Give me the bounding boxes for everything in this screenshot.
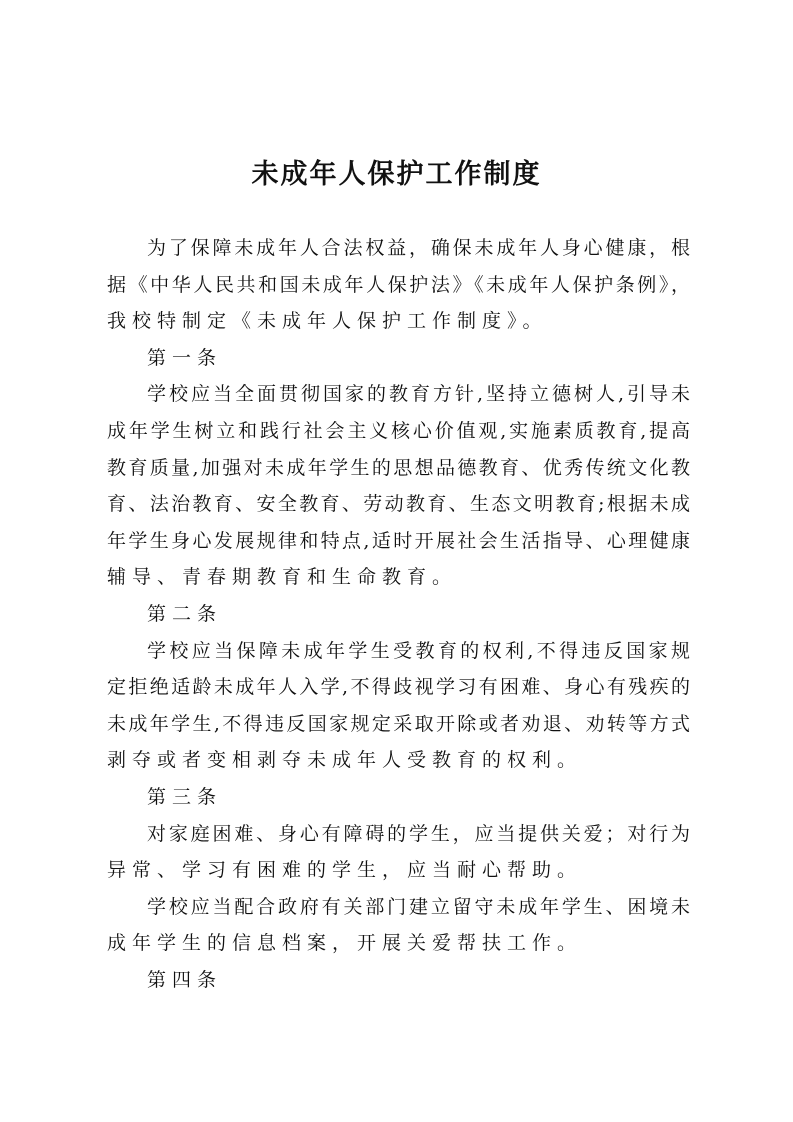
paragraph-line: 为了保障未成年人合法权益，确保未成年人身心健康，根 xyxy=(147,237,690,259)
paragraph-line: 成年学生的信息档案，开展关爱帮扶工作。 xyxy=(107,932,583,955)
paragraph xyxy=(107,230,690,340)
paragraph-line: 学校应当配合政府有关部门建立留守未成年学生、困境未 xyxy=(147,895,690,918)
article-heading: 第一条 xyxy=(147,346,223,369)
paragraph-line: 学校应当全面贯彻国家的教育方针,坚持立德树人,引导未 xyxy=(147,383,690,406)
paragraph-line: 学校应当保障未成年学生受教育的权利,不得违反国家规 xyxy=(147,639,690,662)
paragraph-line: 剥夺或者变相剥夺未成年人受教育的权利。 xyxy=(107,749,583,772)
paragraph-line: 教育质量,加强对未成年学生的思想品德教育、优秀传统文化教 xyxy=(107,456,690,479)
paragraph-line: 辅导、青春期教育和生命教育。 xyxy=(107,566,458,589)
paragraph xyxy=(107,633,690,779)
paragraph xyxy=(107,816,690,889)
paragraph-line: 异常、学习有困难的学生，应当耐心帮助。 xyxy=(107,859,583,882)
paragraph-line: 育、法治教育、安全教育、劳动教育、生态文明教育;根据未成 xyxy=(107,493,690,516)
paragraph-line: 对家庭困难、身心有障碍的学生，应当提供关爱；对行为 xyxy=(147,822,690,845)
paragraph-line: 年学生身心发展规律和特点,适时开展社会生活指导、心理健康 xyxy=(107,529,690,552)
document-body xyxy=(107,230,690,998)
paragraph xyxy=(107,376,690,596)
article-heading: 第二条 xyxy=(147,602,223,625)
paragraph-line: 我校特制定《未成年人保护工作制度》。 xyxy=(107,310,548,333)
article-heading: 第四条 xyxy=(147,968,223,991)
paragraph-line: 定拒绝适龄未成年人入学,不得歧视学习有困难、身心有残疾的 xyxy=(107,676,690,699)
paragraph-line: 据《中华人民共和国未成年人保护法》《未成年人保护条例》， xyxy=(107,273,690,296)
paragraph-line: 未成年学生,不得违反国家规定采取开除或者劝退、劝转等方式 xyxy=(107,712,690,735)
paragraph xyxy=(107,889,690,962)
document-title: 未成年人保护工作制度 xyxy=(251,159,542,190)
article-heading: 第三条 xyxy=(147,785,223,808)
paragraph-line: 成年学生树立和践行社会主义核心价值观,实施素质教育,提高 xyxy=(107,419,690,442)
